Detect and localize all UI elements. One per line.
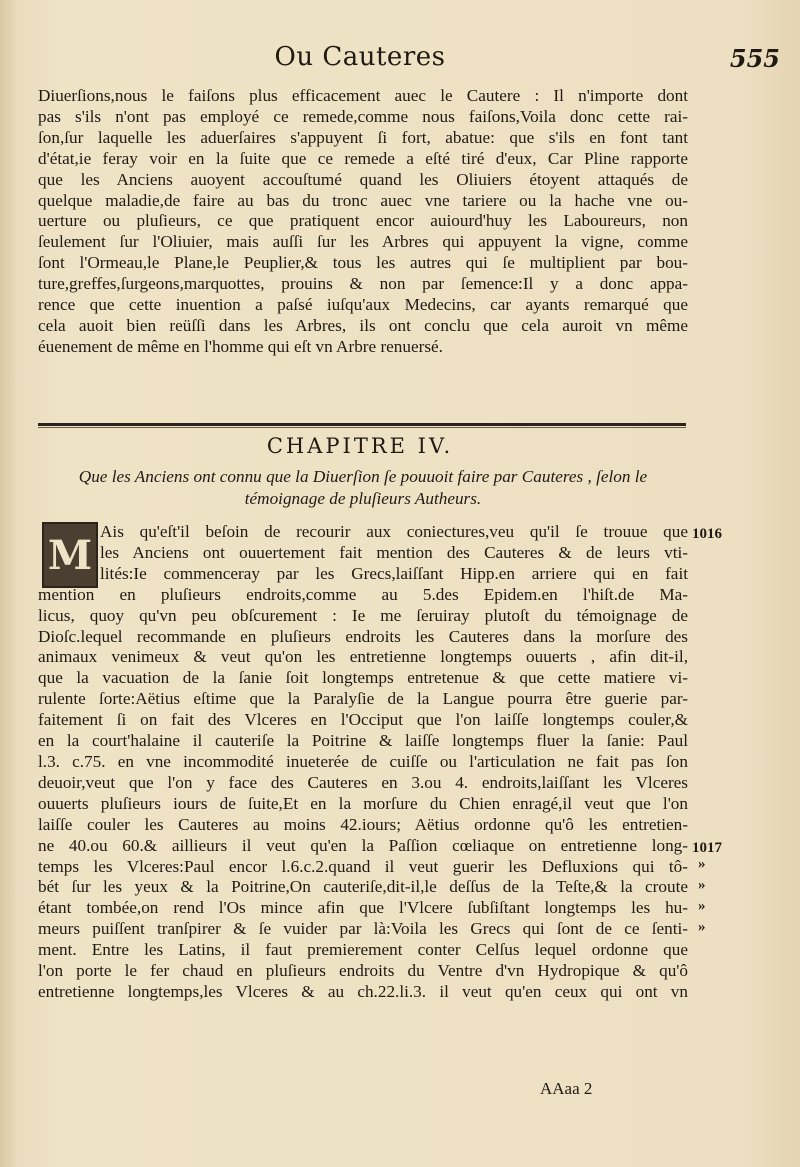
margin-quote-mark: » bbox=[698, 898, 706, 915]
paragraph2-line: bét ſur les yeux & la Poitrine,On cauteriſe,dit-il,le deſſus de la Teſte,& la croute bbox=[38, 877, 688, 897]
paragraph-2 bbox=[38, 522, 688, 1003]
signature-mark: AAaa 2 bbox=[540, 1079, 593, 1098]
paragraph2-line: lités:Ie commenceray par les Grecs,laiſſant Hipp.en arriere qui en fait bbox=[100, 563, 688, 583]
paragraph1-line: cela auoit bien reüſſi dans les Arbres, ils ont conclu que cela auroit vn même bbox=[38, 315, 688, 335]
paragraph2-line: étant tombée,on rend l'Os mince afin que l'Vlcere ſubſiſtant longtemps les hu- bbox=[38, 898, 688, 918]
paragraph2-line: ne 40.ou 60.& aillieurs il veut qu'en la Paſſion cœliaque on entretienne long- bbox=[38, 835, 688, 855]
decorative-initial: M bbox=[42, 522, 98, 588]
paragraph2-line: Dioſc.lequel recommande en pluſieurs endroits les Cauteres dans la morſure des bbox=[38, 626, 688, 646]
paragraph2-line: les Anciens ont ouuertement fait mention des Cauteres & de leurs vti- bbox=[100, 542, 688, 562]
paragraph1-line: rence que cette inuention a paſsé iuſqu'aux Medecins, car ayants remarqué que bbox=[38, 295, 688, 315]
paragraph-1 bbox=[38, 86, 688, 358]
paragraph1-line: éuenement de même en l'homme qui eſt vn Arbre renuersé. bbox=[38, 336, 443, 356]
paragraph2-line: ment. Entre les Latins, il faut premierement conter Celſus lequel ordonne que bbox=[38, 940, 688, 960]
paragraph1-line: ſont l'Ormeau,le Plane,le Peuplier,& tous les autres qui ſe multiplient par bou- bbox=[38, 253, 688, 273]
paragraph2-line: ouuerts pluſieurs iours de ſuite,Et en la morſure du Chien enragé,il veut que l'on bbox=[38, 793, 688, 813]
paragraph2-line: animaux venimeux & veut qu'on les entretienne longtemps ouuerts , afin dit-il, bbox=[38, 647, 688, 667]
chapter-heading: CHAPITRE IV. bbox=[266, 434, 454, 458]
paragraph2-line: meurs puiſſent tranſpirer & ſe vuider par là:Voila les Grecs qui ſont de ce ſenti- bbox=[38, 919, 688, 939]
paragraph1-line: Diuerſions,nous le faiſons plus efficacement auec le Cautere : Il n'importe dont bbox=[38, 86, 688, 105]
paragraph2-line: temps les Vlceres:Paul encor l.6.c.2.quand il veut guerir les Defluxions qui tô- bbox=[38, 856, 688, 876]
chapter-subtitle-line-1: Que les Anciens ont connu que la Diuerſion ſe pouuoit faire par Cauteres , ſelon le bbox=[78, 467, 648, 486]
chapter-subtitle bbox=[38, 466, 688, 510]
paragraph1-line: ſon,ſur laquelle les aduerſaires s'appuyent ſi fort, abatue: que s'ils en font tant bbox=[38, 127, 688, 147]
paragraph2-line: que la vacuation de la ſanie ſoit longtemps entretenue & que cette matiere vi- bbox=[38, 668, 688, 688]
paragraph1-line: ſeulement ſur l'Oliuier, mais auſſi ſur les Arbres qui appuyent la vigne, comme bbox=[38, 232, 688, 252]
page-number: 555 bbox=[729, 44, 780, 73]
margin-quote-mark: » bbox=[698, 919, 706, 936]
paragraph1-line: quelque maladie,de faire au bas du tronc auec vne tariere ou la hache vne ou- bbox=[38, 190, 688, 210]
book-page: Ou Cauteres 555 Diuerſions,nous le faiſons plus efficacement auec le Cautere : Il n'importe dont pas s'ils n'ont pas employé ce remede,comme nous faiſons,Voila donc cette rai- ſon,ſur laquelle les aduerſaires s'appuyent ſi fort, abatue: que s'ils en font tant d'état,ie feray voir en la ſuite que ce remede a eſté tiré d'eux, Car Pline rapporte que les Anciens auoyent accouſtumé quand les Oliuiers étoyent attaqués de quelque maladie,de faire au bas du tronc auec vne tariere ou la hache vne ou- uerture ou pluſieurs, ce que pratiquent encor auiourd'huy les Laboureurs, non ſeulement ſur l'Oliuier, mais auſſi ſur les Arbres qui appuyent la vigne, comme ſont l'Ormeau,le Plane,le Peuplier,& tous les autres qui ſe multiplient par bou- ture,greffes,ſurgeons,marquottes, prouins & non par ſemence:Il y a donc appa- rence que cette inuention a paſsé iuſqu'aux Medecins, car ayants remarqué que cela auoit bien reüſſi dans les Arbres, ils ont conclu que cela auroit vn même éuenement de même en l'homme qui eſt vn Arbre renuersé. CHAPITRE IV. Que les Anciens ont connu que la Diuerſion ſe pouuoit faire par Cauteres , ſelon le témoignage de pluſieurs Autheurs. M Ais qu'eſt'il beſoin de recourir aux coniectures,veu qu'il ſe trouue que les Anciens ont ouuertement fait mention des Cauteres & de leurs vti- lités:Ie commenceray par les Grecs,laiſſant Hipp.en arriere qui en fait mention en pluſieurs endroits,comme au 5.des Epidem.en l'hiſt.de Ma- licus, quoy qu'vn peu obſcurement : Ie me ſeruiray plutoſt du témoignage de Dioſc.lequel recommande en pluſieurs endroits les Cauteres dans la morſure des animaux venimeux & veut qu'on les entretienne longtemps ouuerts , afin dit-il, que la vacuation de la ſanie ſoit longtemps entretenue & que cette matiere vi- rulente ſorte:Aëtius eſtime que la Paralyſie de la Langue pourra être guerie par- faitement ſi on fait des Vlceres en l'Occiput que l'on laiſſe longtemps couler,& en la court'halaine il cauteriſe la Poitrine & laiſſe longtemps fluer la ſanie: Paul l.3. c.75. en vne incommodité inueterée de cuiſſe ou l'articulation ne fait pas ſon deuoir,veut que l'on y face des Cauteres en 3.ou 4. endroits,laiſſant les Vlceres ouuerts pluſieurs iours de ſuite,Et en la morſure du Chien enragé,il veut que l'on laiſſe couler les Cauteres au moins 42.iours; Aëtius ordonne qu'ô les entretien- ne 40.ou 60.& aillieurs il veut qu'en la Paſſion cœliaque on entretienne long- temps les Vlceres:Paul encor l.6.c.2.quand il veut guerir les Defluxions qui tô- bét ſur les yeux & la Poitrine,On cauteriſe,dit-il,le deſſus de la Teſte,& la croute étant tombée,on rend l'Os mince afin que l'Vlcere ſubſiſtant longtemps les hu- meurs puiſſent tranſpirer & ſe vuider par là:Voila les Grecs qui ſont de ce ſenti- ment. Entre les Latins, il faut premierement conter Celſus lequel ordonne que l'on porte le fer chaud en pluſieurs endroits du Ventre d'vn Hydropique & qu'ô entretienne longtemps,les Vlceres & au ch.22.li.3. il veut qu'en ceux qui ont vn 1016 1017 » » » » AAaa 2 bbox=[0, 0, 800, 1167]
margin-quote-mark: » bbox=[698, 856, 706, 873]
paragraph1-line: d'état,ie feray voir en la ſuite que ce remede a eſté tiré d'eux, Car Pline rapporte bbox=[38, 148, 688, 168]
paragraph2-line: Ais qu'eſt'il beſoin de recourir aux coniectures,veu qu'il ſe trouue que bbox=[100, 522, 688, 541]
paragraph2-line: faitement ſi on fait des Vlceres en l'Occiput que l'on laiſſe longtemps couler,& bbox=[38, 710, 688, 730]
section-divider bbox=[38, 423, 686, 429]
paragraph2-line: l.3. c.75. en vne incommodité inueterée de cuiſſe ou l'articulation ne fait pas ſon bbox=[38, 751, 688, 771]
margin-quote-mark: » bbox=[698, 877, 706, 894]
chapter-subtitle-line-2: témoignage de pluſieurs Autheurs. bbox=[244, 489, 482, 508]
paragraph2-line: laiſſe couler les Cauteres au moins 42.iours; Aëtius ordonne qu'ô les entretien- bbox=[38, 814, 688, 834]
paragraph2-line: entretienne longtemps,les Vlceres & au ch.22.li.3. il veut qu'en ceux qui ont vn bbox=[38, 981, 688, 1001]
paragraph2-line: l'on porte le fer chaud en pluſieurs endroits du Ventre d'vn Hydropique & qu'ô bbox=[38, 961, 688, 981]
paragraph1-line: uerture ou pluſieurs, ce que pratiquent encor auiourd'huy les Laboureurs, non bbox=[38, 211, 688, 231]
paragraph2-line: mention en pluſieurs endroits,comme au 5.des Epidem.en l'hiſt.de Ma- bbox=[38, 584, 688, 604]
paragraph2-line: licus, quoy qu'vn peu obſcurement : Ie me ſeruiray plutoſt du témoignage de bbox=[38, 605, 688, 625]
running-header bbox=[0, 42, 800, 82]
paragraph1-line: ture,greffes,ſurgeons,marquottes, prouins & non par ſemence:Il y a donc appa- bbox=[38, 274, 688, 294]
paragraph2-line: deuoir,veut que l'on y face des Cauteres en 3.ou 4. endroits,laiſſant les Vlceres bbox=[38, 772, 688, 792]
running-title: Ou Cauteres bbox=[274, 42, 446, 72]
paragraph2-line: rulente ſorte:Aëtius eſtime que la Paralyſie de la Langue pourra être guerie par- bbox=[38, 689, 688, 709]
paragraph1-line: que les Anciens auoyent accouſtumé quand les Oliuiers étoyent attaqués de bbox=[38, 169, 688, 189]
paragraph2-line: en la court'halaine il cauteriſe la Poitrine & laiſſe longtemps fluer la ſanie: Paul bbox=[38, 731, 688, 751]
paragraph1-line: pas s'ils n'ont pas employé ce remede,comme nous faiſons,Voila donc cette rai- bbox=[38, 106, 688, 126]
